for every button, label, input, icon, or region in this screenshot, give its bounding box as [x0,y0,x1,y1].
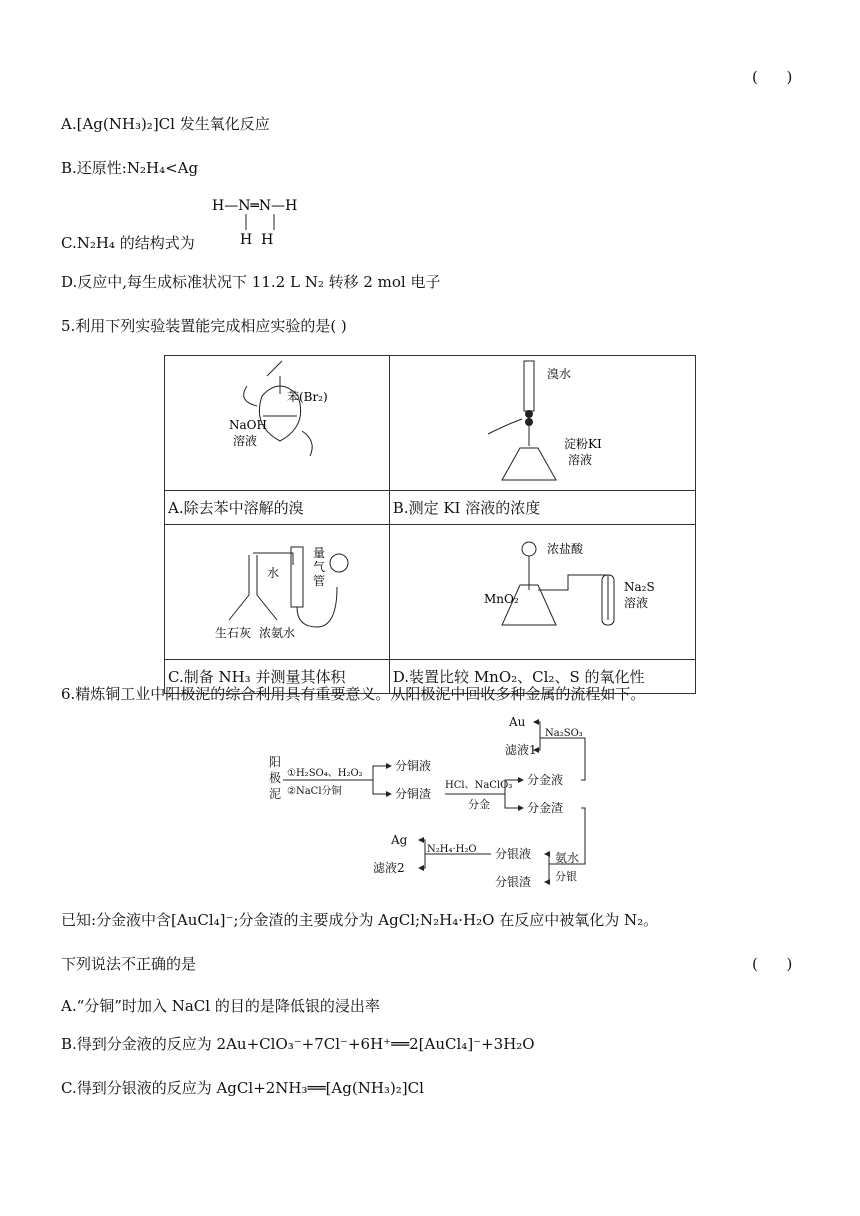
flow-reagent-au: HCl、NaClO₃ [445,780,513,791]
q4-option-a: A.[Ag(NH₃)₂]Cl 发生氧化反应 [61,115,270,133]
svg-text:管: 管 [312,574,325,588]
flow-start-3: 泥 [269,787,282,801]
svg-text:苯(Br₂): 苯(Br₂) [286,390,328,404]
titration-figure [392,356,692,486]
svg-text:Na₂S: Na₂S [624,580,656,594]
flow-ammonia: 氨水 [555,851,580,865]
svg-text:量: 量 [312,546,325,560]
struct-bottom: H H [240,232,274,248]
flow-ag-residue: 分银渣 [495,875,532,889]
apparatus-d-cell [389,525,695,660]
flow-cu-residue: 分铜渣 [395,787,432,801]
flow-ag-liquid: 分银液 [495,847,532,861]
q6-option-c: C.得到分银液的反应为 AgCl+2NH₃══[Ag(NH₃)₂]Cl [61,1079,424,1097]
n2h4-structure [208,194,318,250]
flow-filtrate1: 滤液1 [505,743,537,757]
apparatus-c-caption: C.制备 NH₃ 并测量其体积 [165,660,390,694]
q5-apparatus-table [164,355,696,694]
apparatus-a-cell [165,356,390,491]
q4-option-b: B.还原性:N₂H₄<Ag [61,159,199,177]
svg-text:溴水: 溴水 [547,367,572,381]
anode-mud-flowchart [265,712,605,890]
flow-filtrate2: 滤液2 [373,861,405,875]
flow-au-liquid: 分金液 [527,773,564,787]
separatory-funnel-figure [167,356,387,486]
chlorine-figure [392,535,692,645]
q5-stem: 5.利用下列实验装置能完成相应实验的是( ) [61,317,347,335]
q6-answer-paren: ( ) [752,955,793,973]
apparatus-b-cell [389,356,695,491]
flow-n2h4: N₂H₄·H₂O [427,844,477,855]
apparatus-b-caption: B.测定 KI 溶液的浓度 [389,491,695,525]
q6-option-b: B.得到分金液的反应为 2Au+ClO₃⁻+7Cl⁻+6H⁺══2[AuCl₄]⁻+3H₂O [61,1035,535,1053]
svg-text:MnO₂: MnO₂ [484,592,520,606]
ammonia-figure [167,535,387,645]
q6-known: 已知:分金液中含[AuCl₄]⁻;分金渣的主要成分为 AgCl;N₂H₄·H₂O 在反应中被氧化为 N₂。 [61,911,659,929]
flow-cu-liquid: 分铜液 [395,759,432,773]
flow-start-2: 极 [269,771,282,785]
q6-ask: 下列说法不正确的是 [61,955,197,973]
apparatus-a-caption: A.除去苯中溶解的溴 [165,491,390,525]
q4-option-d: D.反应中,每生成标准状况下 11.2 L N₂ 转移 2 mol 电子 [61,273,441,291]
svg-text:溶液: 溶液 [624,596,649,610]
flow-fen-yin: 分银 [555,870,577,883]
flow-start-1: 阳 [269,755,282,769]
svg-text:溶液: 溶液 [568,453,593,467]
q6-stem: 6.精炼铜工业中阳极泥的综合利用具有重要意义。从阳极泥中回收多种金属的流程如下。 [61,685,646,703]
flow-ag: Ag [391,833,408,847]
struct-top: H—N═N—H [212,198,298,214]
svg-text:淀粉KI: 淀粉KI [564,437,603,451]
q6-option-a: A.“分铜”时加入 NaCl 的目的是降低银的浸出率 [61,997,380,1015]
flow-fen-jin: 分金 [468,798,490,811]
flow-na2so3: Na₂SO₃ [545,728,583,739]
apparatus-c-cell [165,525,390,660]
flow-au-residue: 分金渣 [527,801,564,815]
q4-answer-paren: ( ) [752,68,793,86]
svg-text:气: 气 [312,560,325,574]
svg-text:水: 水 [266,566,279,580]
svg-text:浓盐酸: 浓盐酸 [547,542,584,556]
flow-step2: ②NaCl分铜 [287,786,342,797]
svg-text:溶液: 溶液 [232,434,257,448]
svg-text:浓氨水: 浓氨水 [258,626,295,640]
svg-text:生石灰: 生石灰 [214,626,251,640]
flow-au: Au [509,715,526,729]
flow-step1: ①H₂SO₄、H₂O₂ [287,768,363,779]
apparatus-d-caption: D.装置比较 MnO₂、Cl₂、S 的氧化性 [389,660,695,694]
svg-text:NaOH: NaOH [228,418,267,432]
q4-option-c: C.N₂H₄ 的结构式为 [61,234,195,252]
